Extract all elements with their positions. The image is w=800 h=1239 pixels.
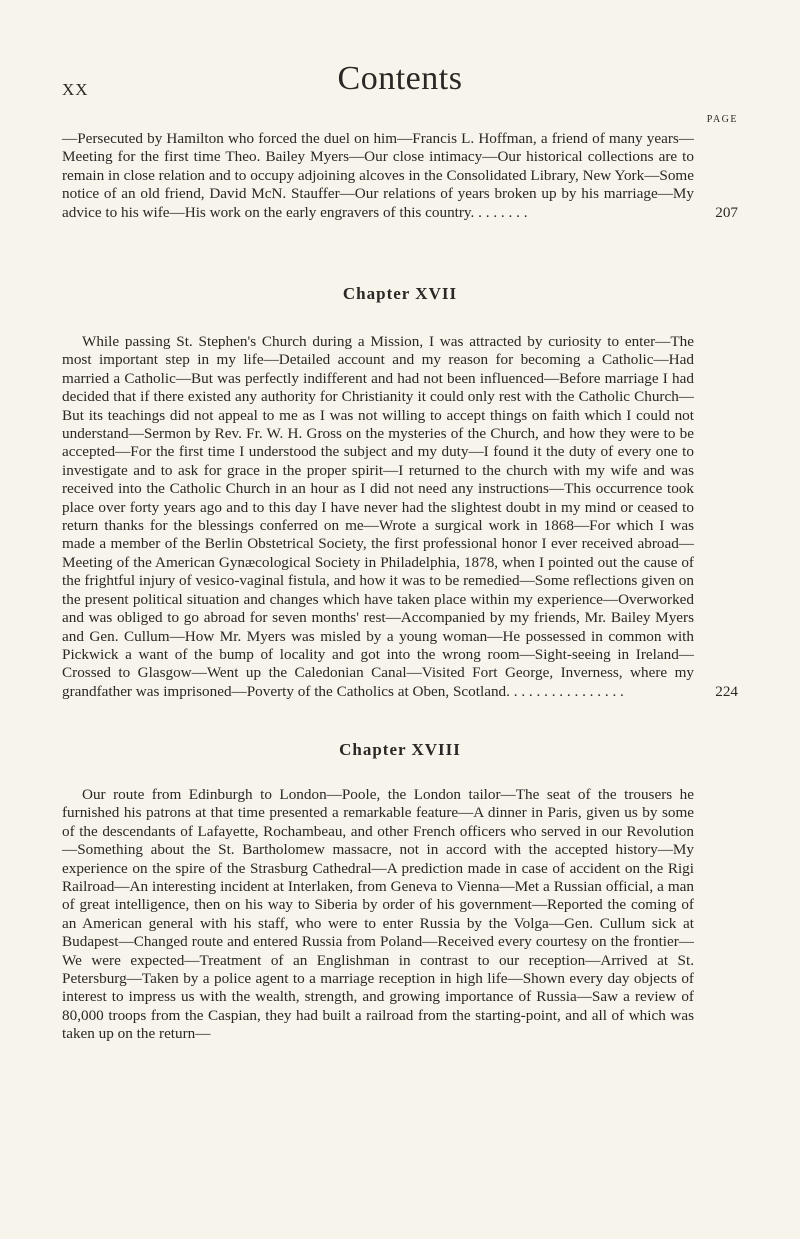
dot-leader: . . . . . . . . . . . . . . . xyxy=(509,682,624,700)
folio-number: XX xyxy=(62,80,89,99)
entry-text: While passing St. Stephen's Church during a Mission, I was attracted by curiosity to enter—The most important step in my life—Detailed account and my reason for becoming a Catholic—Had married a Catholic—But was perfectly indifferent and had not been influenced—Before marriage I had decided that if there existed any authority for Christianity it could only rest with the Catholic Church—But its teachings did not appeal to me as I was not willing to accept things on faith which I could not understand—Sermon by Rev. Fr. W. H. Gross on the mysteries of the Church, and how they were to be accepted—For the first time I understood the subject and my duty—I found it the duty of every one to investigate and to ask for grace in the proper spirit—I returned to the church with my wife and was received into the Catholic Church in an hour as I did not need any instructions—This occurrence took place over forty years ago and to this day I have never had the slightest doubt in my mind or ceased to return thanks for the blessings conferred on me—Wrote a surgical work in 1868—For which I was made a member of the Berlin Obstetrical Society, the first professional honor I ever received abroad—Meeting of the American Gynæcological Society in Philadelphia, 1878, when I pointed out the cause of the frightful injury of vesico-vaginal fistula, and how it was to be remedied—Some reflections given on the present political situation and changes which have taken place within my experience—Overworked and was obliged to go abroad for seven months' rest—Accompanied by my friends, Mr. Bailey Myers and Gen. Cullum—How Mr. Myers was misled by a young woman—He possessed in common with Pickwick a want of the bump of locality and got into the wrong room—Sight-seeing in Ireland—Crossed to Glasgow—Went up the Caledonian Canal—Visited Fort George, Inverness, where my grandfather was imprisoned—Poverty of the Catholics at Oben, Scotland. . . . . . . . . . . . . . . . xyxy=(62,333,694,700)
continued-entry xyxy=(62,130,738,222)
entry-text: —Persecuted by Hamilton who forced the duel on him—Francis L. Hoffman, a friend of many years—Meeting for the first time Theo. Bailey Myers—Our close intimacy—Our historical collections are to remain in close relation and to occupy adjoining alcoves in the Consolidated Library, New York—Some notice of an old friend, David McN. Stauffer—Our relations of years broken up by his marriage—My advice to his wife—His work on the early engravers of this country. . . . . . . . xyxy=(62,130,694,221)
running-title: Contents xyxy=(337,60,463,97)
entry-page-number: 207 xyxy=(715,203,738,221)
page-header xyxy=(0,58,800,108)
entry-text: Our route from Edinburgh to London—Poole, the London tailor—The seat of the trousers he furnished his patrons at that time presented a remarkable feature—A dinner in Paris, given us by some of the descendants of Lafayette, Rochambeau, and other French officers who served in our Revolution—Something about the St. Bartholomew massacre, not in accord with the accepted history—My experience on the spire of the Strasburg Cathedral—A prediction made in case of accident on the Rigi Railroad—An interesting incident at Interlaken, from Geneva to Vienna—Met a Russian official, a man of great intelligence, then on his way to Siberia by order of his government—Reported the coming of an American general with his staff, who were to enter Russia by the Volga—Gen. Cullum sick at Budapest—Changed route and entered Russia from Poland—Received every courtesy on the frontier—We were expected—Treatment of an Englishman in contrast to our reception—Arrived at St. Petersburg—Taken by a police agent to a marriage reception in high life—Shown every day objects of interest to impress us with the wealth, strength, and growing importance of Russia—Saw a review of 80,000 troops from the Caspian, they had built a railroad from the starting-point, and all of which was taken up on the return— xyxy=(62,786,694,1043)
chapter-heading-xviii: Chapter XVIII xyxy=(339,740,461,759)
entry-page-number: 224 xyxy=(715,682,738,700)
chapter-xvii-summary xyxy=(62,333,738,701)
chapter-heading-xvii: Chapter XVII xyxy=(342,284,458,303)
page-column-label: PAGE xyxy=(706,114,738,125)
dot-leader: . . . . . . . xyxy=(474,203,528,221)
chapter-xviii-summary xyxy=(62,786,738,1044)
